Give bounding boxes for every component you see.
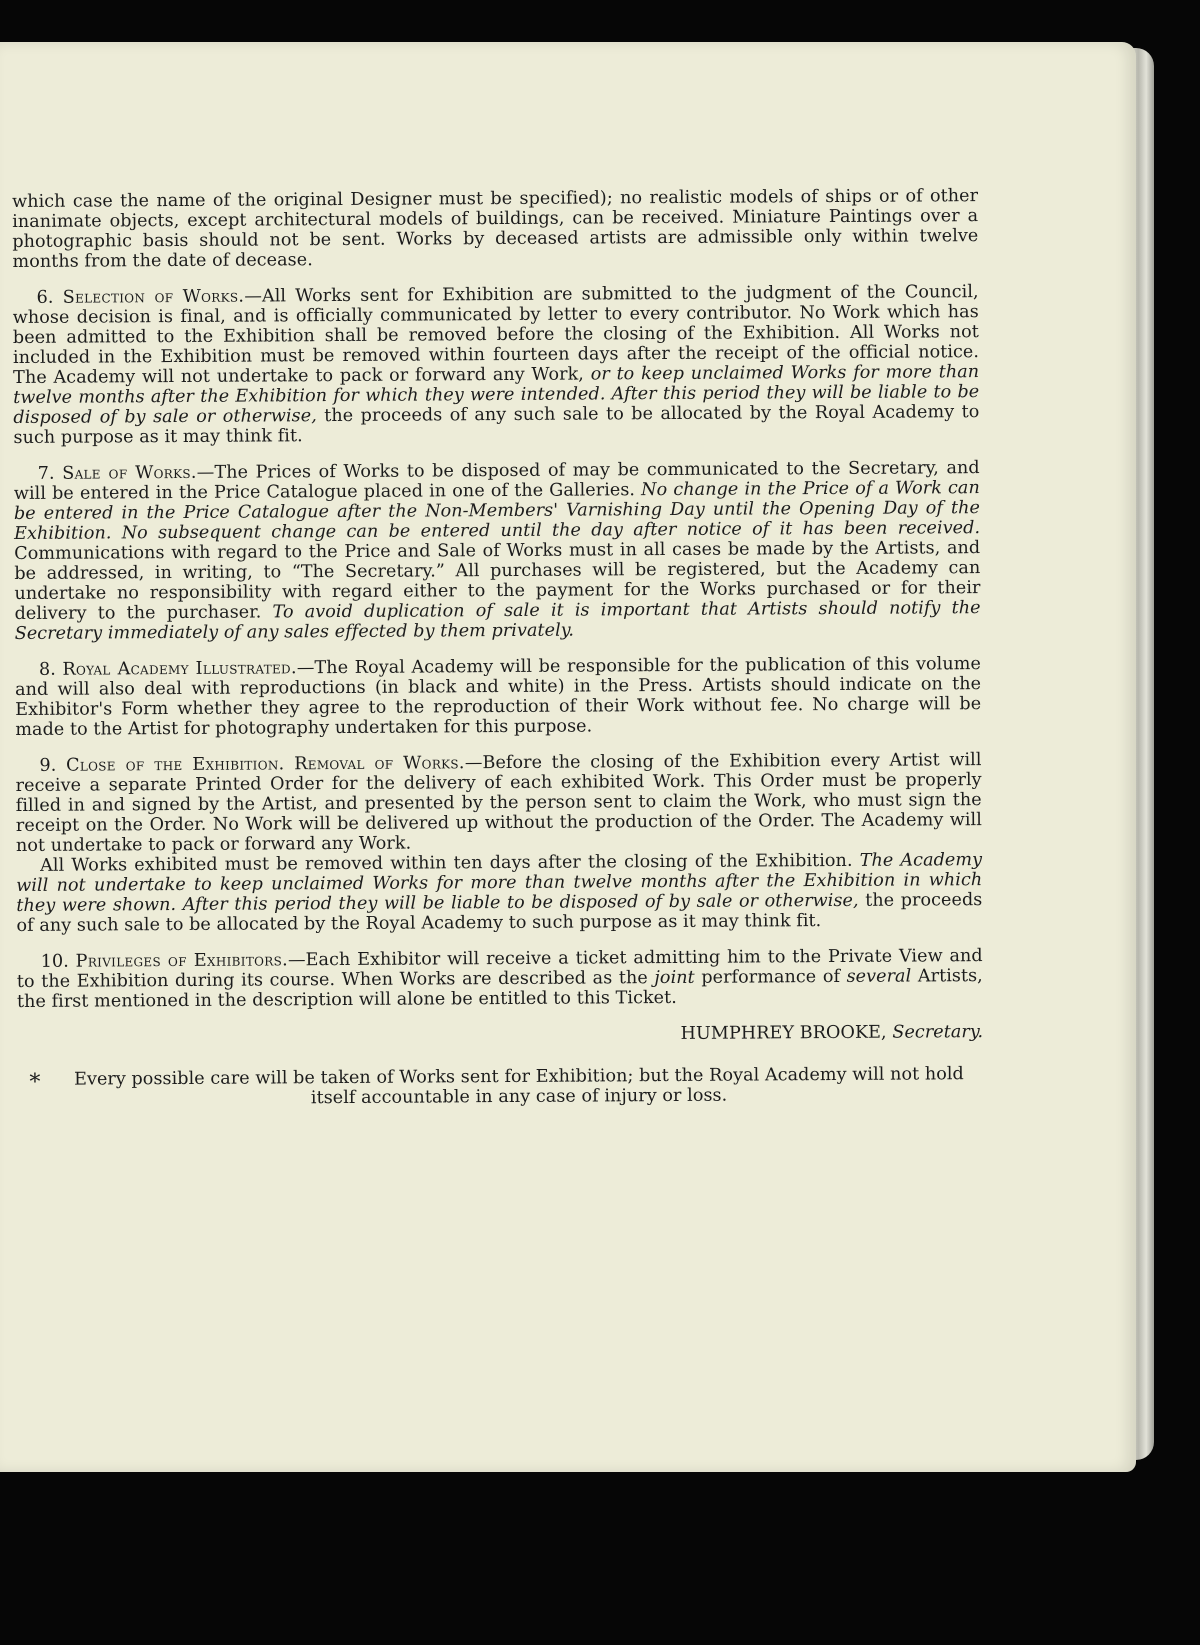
section-text: Communications with regard to the Price and Sale of Works must in all cases be made by the Artists, and be addressed, in writing, to “The Secretary.” All purchases will be registered, but the Academy can undertake no responsibility with regard either to the payment for the Works purchased or for their delivery to the purchaser.	[14, 538, 981, 624]
section-number: 6.	[36, 287, 54, 308]
section-text: All Works exhibited must be removed within ten days after the closing of the Exhibition.	[40, 850, 853, 876]
intro-text: which case the name of the original Designer must be specified); no realistic models of ships or of other inanimate objects, except architectural models of buildings, can be received. Miniature Paintings over a photographic basis should not be sent. Works by deceased artists are admissible only within twelve months from the date of decease.	[12, 186, 979, 272]
section-text: —The Prices of Works to be disposed of may be communicated to the Secretary, and will be entered in the Price Catalogue placed in one of the Galleries.	[13, 458, 980, 504]
section-text: the proceeds of any such sale to be allocated by the Royal Academy to such purpose as it may think fit.	[16, 890, 983, 936]
section-text: the proceeds of any such sale to be allocated by the Royal Academy to such purpose as it may think fit.	[13, 402, 980, 448]
section-italic-text: joint	[654, 967, 695, 989]
section-text: —Before the closing of the Exhibition every Artist will receive a separate Printed Order for the delivery of each exhibited Work. This Order must be properly filled in and signed by the Artist, and presented by the person sent to claim the Work, who must sign the receipt on the Order. No Work will be delivered up without the production of the Order. The Academy will not undertake to pack or forward any Work.	[15, 750, 982, 856]
signature-title: Secretary.	[892, 1022, 984, 1043]
section-text: —All Works sent for Exhibition are submitted to the judgment of the Council, whose decision is final, and is officially communicated by letter to every contributor. No Work which has been admitted to the Exhibition shall be removed before the closing of the Exhibition. All Works not included in the Exhibition must be removed within fourteen days after the receipt of the official notice. The Academy will not undertake to pack or forward any Work,	[12, 282, 980, 388]
section-10	[17, 946, 983, 1012]
signature-name: HUMPHREY BROOKE,	[680, 1022, 887, 1044]
section-italic-text: To avoid duplication of sale it is important that Artists should notify the Secretary immediately of any sales effected by them privately.	[14, 598, 981, 644]
document-page	[0, 42, 1136, 1472]
section-heading: Close of the Exhibition.	[65, 754, 285, 776]
section-heading: Selection of Works.	[62, 286, 245, 308]
section-text: performance of	[701, 966, 841, 988]
section-text: Artists, the first mentioned in the description will alone be entitled to this Ticket.	[16, 966, 983, 1012]
section-9	[15, 750, 982, 936]
section-italic-text: The Academy will not undertake to keep unclaimed Works for more than twelve months after the Exhibition in which they were shown. After this period they will be liable to be disposed of by sale or otherwise,	[16, 850, 983, 916]
section-number: 8.	[38, 659, 56, 680]
section-number: 9.	[39, 755, 57, 776]
section-heading: Sale of Works.	[62, 462, 197, 484]
section-text: —Each Exhibitor will receive a ticket admitting him to the Private View and to the Exhibition during its course. When Works are described as the	[16, 946, 983, 992]
footnote	[29, 1064, 983, 1110]
section-heading-secondary: Removal of Works.	[294, 753, 465, 775]
section-heading: Royal Academy Illustrated.	[62, 658, 297, 680]
section-6	[13, 282, 980, 448]
footnote-text: Every possible care will be taken of Works sent for Exhibition; but the Royal Academy will not hold itself accountable in any case of injury or loss.	[73, 1064, 964, 1109]
section-number: 7.	[37, 463, 55, 484]
section-italic-text: or to keep unclaimed Works for more than twelve months after the Exhibition for which they were intended. After this period they will be liable to be disposed of by sale or otherwise,	[13, 362, 980, 428]
section-8	[15, 654, 981, 740]
section-italic-text: several	[846, 966, 912, 987]
intro-paragraph	[12, 186, 978, 272]
page-body	[12, 186, 984, 1110]
signature	[17, 1022, 983, 1048]
section-heading: Privileges of Exhibitors.	[75, 950, 289, 972]
section-number: 10.	[40, 951, 69, 972]
section-7	[14, 458, 981, 644]
asterisk-icon: *	[29, 1069, 41, 1095]
section-text: —The Royal Academy will be responsible for the publication of this volume and will also deal with reproductions (in black and white) in the Press. Artists should indicate on the Exhibitor's Form whether they agree to the reproduction of their Work without fee. No charge will be made to the Artist for photography undertaken for this purpose.	[14, 654, 982, 740]
section-italic-text: No change in the Price of a Work can be entered in the Price Catalogue after the Non-Members' Varnishing Day until the Opening Day of the Exhibition. No subsequent change can be entered until the day after notice of it has been received.	[13, 478, 981, 544]
